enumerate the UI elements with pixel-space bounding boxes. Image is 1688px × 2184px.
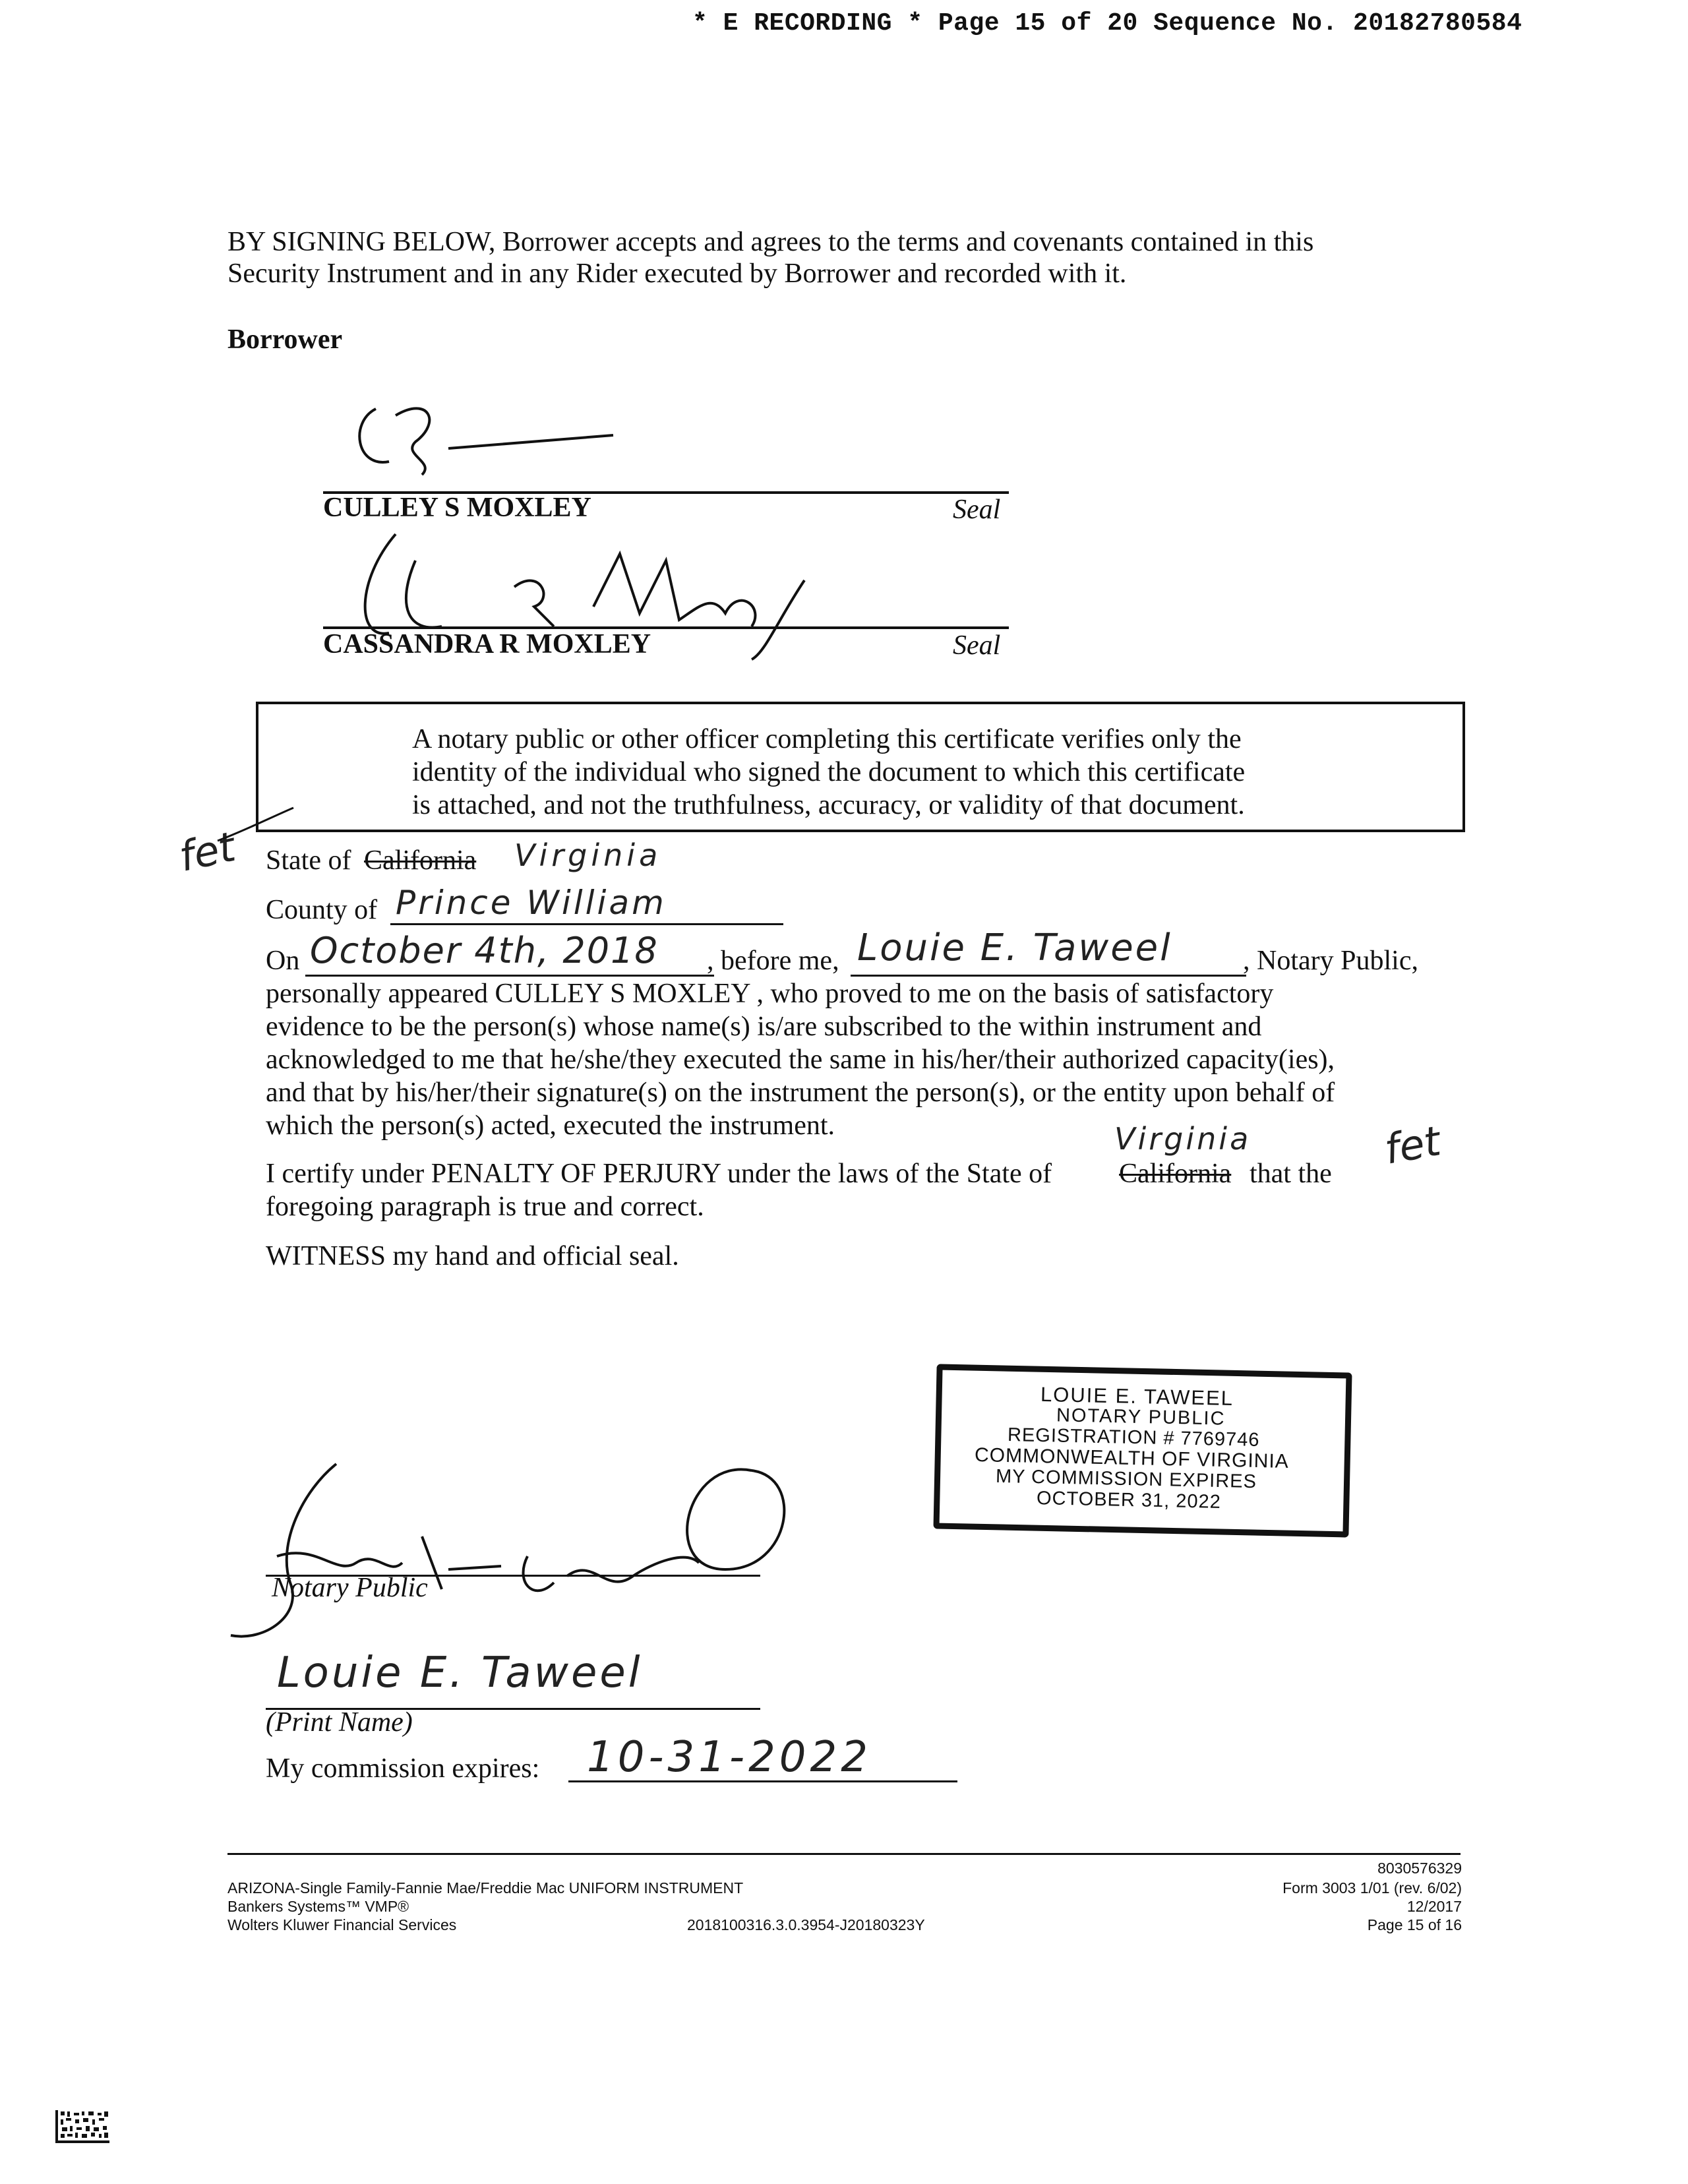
footer-left-2: Bankers Systems™ VMP®	[227, 1898, 409, 1915]
margin-initials-1: fet	[175, 822, 239, 881]
barcode-icon	[55, 2110, 109, 2143]
notary-name-handwritten: Louie E. Taweel	[857, 926, 1172, 969]
footer-right-1: 8030576329	[1377, 1860, 1462, 1877]
stamp-line-6: OCTOBER 31, 2022	[1036, 1488, 1222, 1513]
intro-line-1: BY SIGNING BELOW, Borrower accepts and agrees to the terms and covenants contained in this	[227, 227, 1314, 257]
before-me-label: , before me,	[707, 946, 839, 976]
county-handwritten: Prince William	[396, 884, 667, 922]
certify-handwritten: Virginia	[1114, 1121, 1251, 1157]
borrower-heading: Borrower	[227, 324, 343, 355]
signer-1-seal-label: Seal	[953, 495, 1001, 525]
state-struck-value: California	[364, 845, 477, 876]
footer-left-1: ARIZONA-Single Family-Fannie Mae/Freddie Mac UNIFORM INSTRUMENT	[227, 1879, 744, 1896]
ack-line-4: and that by his/her/their signature(s) on the instrument the person(s), or the entity upon behalf of	[266, 1077, 1335, 1108]
footer-right-3: 12/2017	[1406, 1898, 1462, 1915]
stamp-line-1: LOUIE E. TAWEEL	[1040, 1382, 1234, 1410]
stamp-line-5: MY COMMISSION EXPIRES	[995, 1465, 1257, 1493]
ack-line-2: evidence to be the person(s) whose name(s) is/are subscribed to the within instrument and	[266, 1012, 1262, 1042]
certify-struck: California	[1119, 1159, 1232, 1189]
signer-2-name: CASSANDRA R MOXLEY	[323, 629, 651, 659]
notary-public-label: Notary Public	[272, 1573, 428, 1603]
ack-line-5: which the person(s) acted, executed the instrument.	[266, 1110, 835, 1141]
stamp-line-2: NOTARY PUBLIC	[1056, 1405, 1226, 1430]
recording-header: * E RECORDING * Page 15 of 20 Sequence No. 20182780584	[692, 9, 1522, 38]
notary-public-suffix: , Notary Public,	[1243, 946, 1418, 976]
stamp-line-3: REGISTRATION # 7769746	[1007, 1424, 1260, 1451]
witness-line: WITNESS my hand and official seal.	[266, 1241, 679, 1271]
print-name-label: (Print Name)	[266, 1707, 413, 1738]
notary-name-blank	[851, 975, 1246, 977]
commission-label: My commission expires:	[266, 1753, 540, 1784]
disclaimer-line-2: identity of the individual who signed the document to which this certificate	[412, 757, 1246, 787]
footer-rule	[227, 1853, 1461, 1855]
footer-right-4: Page 15 of 16	[1367, 1916, 1462, 1933]
date-blank	[305, 975, 714, 977]
certify-line-2: foregoing paragraph is true and correct.	[266, 1192, 704, 1222]
ack-line-3: acknowledged to me that he/she/they executed the same in his/her/their authorized capacity(ies),	[266, 1045, 1335, 1075]
date-handwritten: October 4th, 2018	[310, 930, 659, 971]
print-name-handwritten: Louie E. Taweel	[277, 1649, 643, 1697]
margin-stroke	[218, 804, 297, 844]
stamp-line-4: COMMONWEALTH OF VIRGINIA	[974, 1444, 1290, 1472]
county-blank	[390, 923, 783, 925]
signer-1-name: CULLEY S MOXLEY	[323, 493, 591, 523]
ack-line-1: personally appeared CULLEY S MOXLEY , who proved to me on the basis of satisfactory	[266, 979, 1274, 1009]
intro-line-2: Security Instrument and in any Rider executed by Borrower and recorded with it.	[227, 258, 1127, 289]
signature-culley	[349, 396, 679, 481]
disclaimer-line-3: is attached, and not the truthfulness, accuracy, or validity of that document.	[412, 790, 1245, 820]
disclaimer-line-1: A notary public or other officer completing this certificate verifies only the	[412, 724, 1242, 754]
footer-left-3: Wolters Kluwer Financial Services	[227, 1916, 457, 1933]
commission-handwritten: 10-31-2022	[587, 1733, 872, 1782]
on-label: On	[266, 946, 300, 976]
state-handwritten: Virginia	[514, 837, 662, 873]
signer-2-seal-label: Seal	[953, 630, 1001, 661]
county-label: County of	[266, 895, 378, 925]
certify-prefix: I certify under PENALTY OF PERJURY under the laws of the State of	[266, 1159, 1052, 1189]
notary-signature	[224, 1451, 804, 1649]
footer-right-2: Form 3003 1/01 (rev. 6/02)	[1282, 1879, 1462, 1896]
state-label: State of	[266, 845, 351, 876]
certify-suffix: that the	[1250, 1159, 1332, 1189]
footer-center-code: 2018100316.3.0.3954-J20180323Y	[687, 1916, 925, 1933]
margin-initials-2: fet	[1381, 1116, 1444, 1174]
